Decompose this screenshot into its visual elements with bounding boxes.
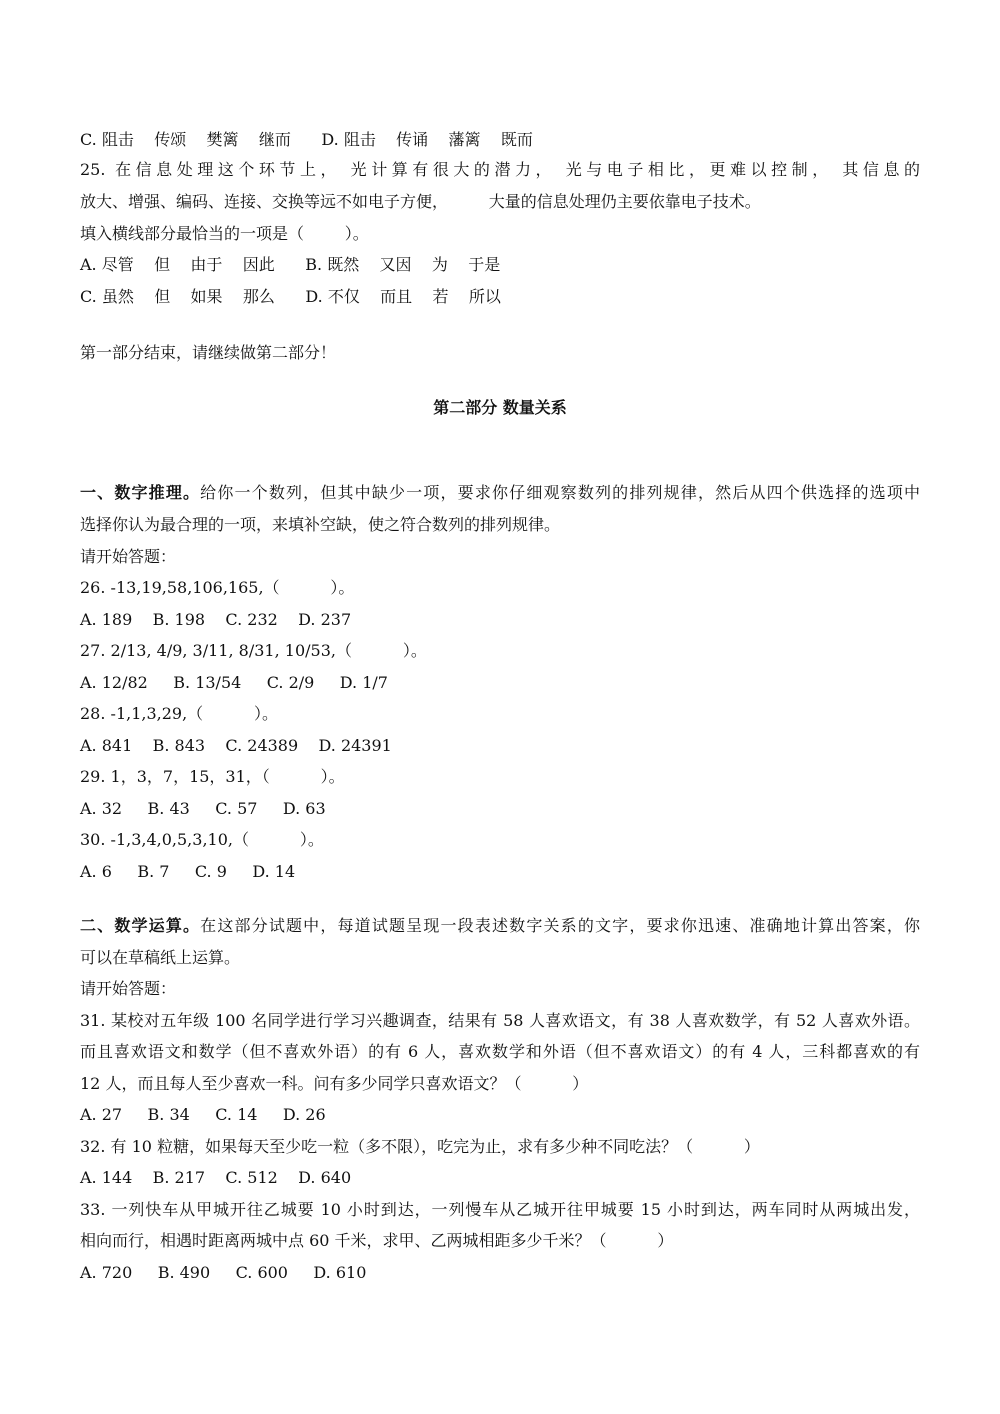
section1-start: 请开始答题：: [80, 547, 177, 566]
q32-stem: 32. 有 10 粒糖，如果每天至少吃一粒（多不限），吃完为止，求有多少种不同吃法？（ ）: [80, 1137, 760, 1156]
section1-intro-text: 给你一个数列，但其中缺少一项，要求你仔细观察数列的排列规律，然后从四个供选择的选项中: [200, 483, 920, 502]
q25-options-ab: A. 尽管 但 由于 因此 B. 既然 又因 为 于是: [80, 255, 501, 274]
q27-stem: 27. 2/13, 4/9, 3/11, 8/31, 10/53,（ ）。: [80, 641, 427, 660]
section2-heading: 二、数学运算。: [80, 916, 201, 935]
section2-intro-text: 在这部分试题中，每道试题呈现一段表述数字关系的文字，要求你迅速、准确地计算出答案，你: [200, 916, 920, 935]
q25-stem-line1: 25. 在信息处理这个环节上， 光计算有很大的潜力， 光与电子相比，更难以控制， 其信息的: [80, 160, 920, 179]
section2-start: 请开始答题：: [80, 979, 177, 998]
q25-prompt: 填入横线部分最恰当的一项是（ ）。: [80, 224, 369, 243]
q27-options: A. 12/82 B. 13/54 C. 2/9 D. 1/7: [80, 673, 388, 692]
q29-options: A. 32 B. 43 C. 57 D. 63: [80, 799, 326, 818]
q29-stem: 29. 1，3，7，15，31，（ ）。: [80, 767, 345, 786]
q31-stem-line3: 12 人，而且每人至少喜欢一科。问有多少同学只喜欢语文？（ ）: [80, 1074, 589, 1093]
q31-stem-line2: 而且喜欢语文和数学（但不喜欢外语）的有 6 人，喜欢数学和外语（但不喜欢语文）的有 4 人，三科都喜欢的有: [80, 1042, 920, 1061]
q28-options: A. 841 B. 843 C. 24389 D. 24391: [80, 736, 392, 755]
q30-options: A. 6 B. 7 C. 9 D. 14: [80, 862, 296, 881]
q32-options: A. 144 B. 217 C. 512 D. 640: [80, 1168, 352, 1187]
section1-intro-line2: 选择你认为最合理的一项，来填补空缺，使之符合数列的排列规律。: [80, 515, 561, 534]
q33-stem-line1: 33. 一列快车从甲城开往乙城要 10 小时到达，一列慢车从乙城开往甲城要 15 小时到达，两车同时从两城出发，: [80, 1200, 920, 1219]
q31-options: A. 27 B. 34 C. 14 D. 26: [80, 1105, 326, 1124]
q26-options: A. 189 B. 198 C. 232 D. 237: [80, 610, 352, 629]
q26-stem: 26. -13,19,58,106,165,（ ）。: [80, 578, 355, 597]
q28-stem: 28. -1,1,3,29,（ ）。: [80, 704, 279, 723]
section1-heading: 一、数字推理。: [80, 483, 201, 502]
q30-stem: 30. -1,3,4,0,5,3,10,（ ）。: [80, 830, 324, 849]
part2-title: 第二部分 数量关系: [433, 398, 567, 417]
part1-end-note: 第一部分结束，请继续做第二部分！: [80, 343, 337, 362]
section1-intro-line1: [80, 483, 920, 503]
q25-options-cd: C. 虽然 但 如果 那么 D. 不仅 而且 若 所以: [80, 287, 501, 306]
q33-stem-line2: 相向而行，相遇时距离两城中点 60 千米，求甲、乙两城相距多少千米？（ ）: [80, 1231, 674, 1250]
section2-intro-line2: 可以在草稿纸上运算。: [80, 948, 241, 967]
q31-stem-line1: 31. 某校对五年级 100 名同学进行学习兴趣调查，结果有 58 人喜欢语文，有 38 人喜欢数学，有 52 人喜欢外语。: [80, 1011, 920, 1030]
section2-intro-line1: [80, 916, 920, 936]
q24-options-cd: C. 阻击 传颂 樊篱 继而 D. 阻击 传诵 藩篱 既而: [80, 130, 533, 149]
q25-stem-line2: 放大、增强、编码、连接、交换等远不如电子方便， 大量的信息处理仍主要依靠电子技术。: [80, 192, 761, 211]
q33-options: A. 720 B. 490 C. 600 D. 610: [80, 1263, 367, 1282]
